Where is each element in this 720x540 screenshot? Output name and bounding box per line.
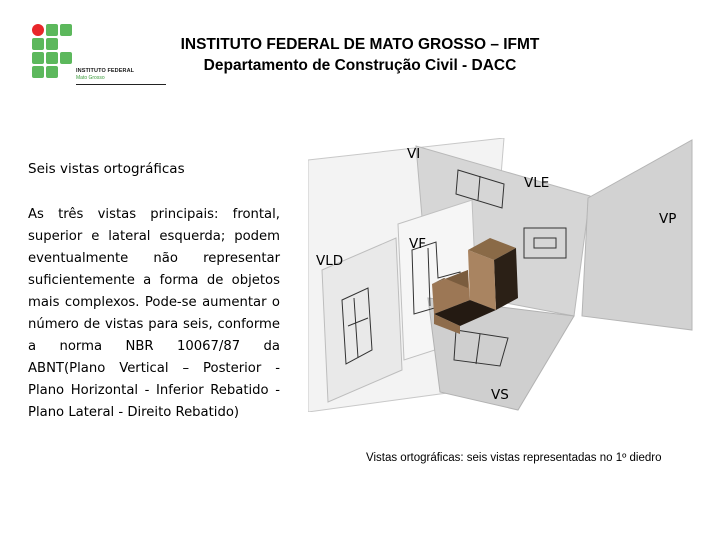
logo-green-square — [32, 52, 44, 64]
label-vs: VS — [491, 387, 509, 403]
label-vld: VLD — [316, 253, 344, 269]
page-header — [150, 34, 570, 76]
label-vp: VP — [659, 211, 677, 227]
ifmt-logo — [30, 22, 160, 86]
section-title: Seis vistas ortográficas — [28, 161, 185, 177]
header-institution: INSTITUTO FEDERAL DE MATO GROSSO – IFMT — [180, 36, 540, 53]
logo-green-square — [46, 38, 58, 50]
label-vi: VI — [407, 146, 421, 162]
section-body: As três vistas principais: frontal, superior e lateral esquerda; podem eventualmente não representar suficientemente a forma de objetos mais complexos. Pode-se aumentar o número de vistas para seis, conforme a norma NBR 10067/87 da ABNT(Plano Vertical – Posterior - Plano Horizontal - Inferior Rebatido - Plano Lateral - Direito Rebatido) — [28, 207, 280, 420]
header-department: Departamento de Construção Civil - DACC — [203, 57, 517, 74]
logo-green-square — [46, 52, 58, 64]
logo-green-square — [32, 38, 44, 50]
plane-vp — [582, 140, 692, 330]
logo-underline — [76, 84, 166, 85]
figure-caption: Vistas ortográficas: seis vistas representadas no 1º diedro — [366, 452, 662, 464]
six-views-illustration — [308, 138, 700, 412]
logo-green-square — [60, 24, 72, 36]
logo-green-square — [46, 24, 58, 36]
logo-green-square — [60, 52, 72, 64]
logo-campus-name: Mato Grosso — [76, 75, 105, 81]
label-vf: VF — [409, 236, 427, 252]
logo-red-dot — [32, 24, 44, 36]
orthographic-views-figure — [308, 138, 700, 412]
logo-green-square — [32, 66, 44, 78]
label-vle: VLE — [524, 175, 550, 191]
logo-green-square — [46, 66, 58, 78]
logo-institution-name: INSTITUTO FEDERAL — [76, 68, 135, 74]
